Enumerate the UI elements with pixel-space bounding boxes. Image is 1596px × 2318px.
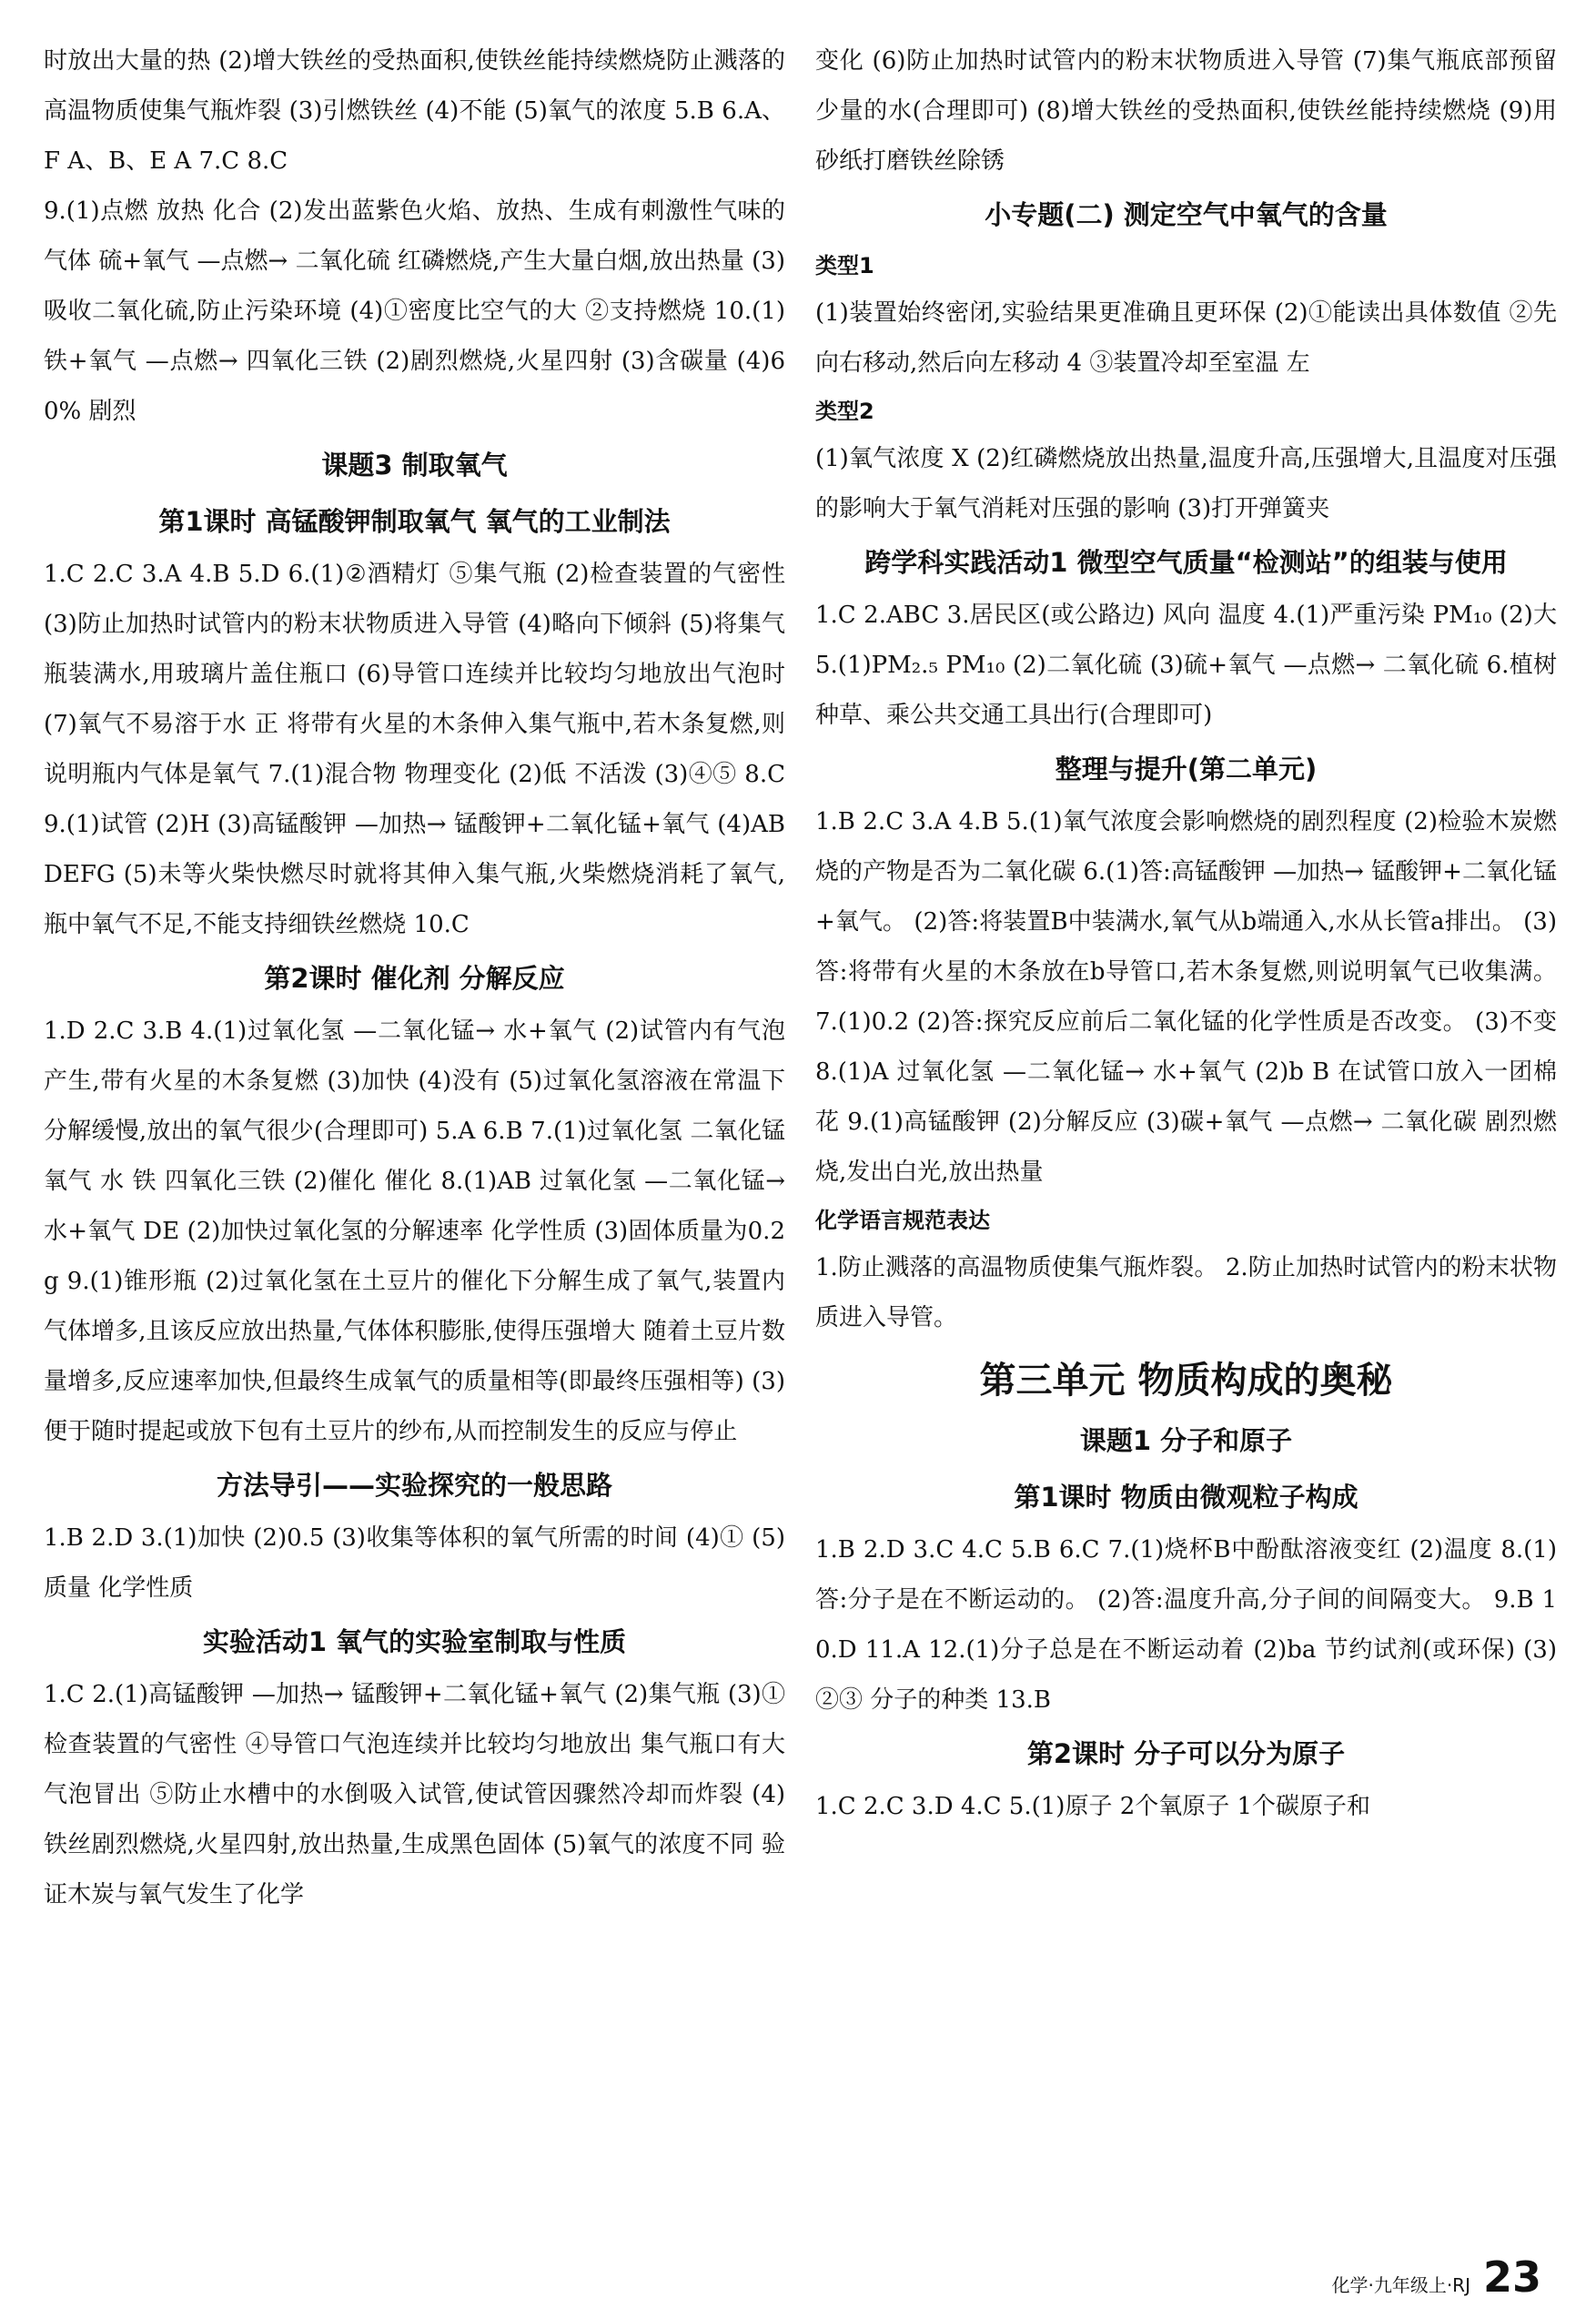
footer-tag: 化学·九年级上·RJ: [1331, 2274, 1470, 2296]
answer-paragraph: 1.C 2.ABC 3.居民区(或公路边) 风向 温度 4.(1)严重污染 PM₁₀ (2)大 5.(1)PM₂.₅ PM₁₀ (2)二氧化硫 (3)硫+氧气 —点燃→ 二氧化硫 6.植树种草、乘公共交通工具出行(合理即可): [815, 602, 1557, 729]
section-heading: 小专题(二) 测定空气中氧气的含量: [985, 199, 1388, 230]
section-heading: 课题1 分子和原子: [1079, 1425, 1293, 1456]
answer-paragraph: 1.C 2.C 3.D 4.C 5.(1)原子 2个氧原子 1个碳原子和: [815, 1793, 1371, 1820]
answer-paragraph: 1.C 2.C 3.A 4.B 5.D 6.(1)②酒精灯 ⑤集气瓶 (2)检查装置的气密性 (3)防止加热时试管内的粉末状物质进入导管 (4)略向下倾斜 (5)将集气瓶装满水,用玻璃片盖住瓶口 (6)导管口连续并比较均匀地放出气泡时 (7)氧气不易溶于水 正 将带有火星的木条伸入集气瓶中,若木条复燃,则说明瓶内气体是氧气 7.(1)混合物 物理变化 (2)低 不活泼 (3)④⑤ 8.C 9.(1)试管 (2)H (3)高锰酸钾 —加热→ 锰酸钾+二氧化锰+氧气 (4)ABDEFG (5)未等火柴快燃尽时就将其伸入集气瓶,火柴燃烧消耗了氧气,瓶中氧气不足,不能支持细铁丝燃烧 10.C: [44, 561, 785, 938]
answer-paragraph: 1.D 2.C 3.B 4.(1)过氧化氢 —二氧化锰→ 水+氧气 (2)试管内有气泡产生,带有火星的木条复燃 (3)加快 (4)没有 (5)过氧化氢溶液在常温下分解缓慢,放出的氧气很少(合理即可) 5.A 6.B 7.(1)过氧化氢 二氧化锰 氧气 水 铁 四氧化三铁 (2)催化 催化 8.(1)AB 过氧化氢 —二氧化锰→ 水+氧气 DE (2)加快过氧化氢的分解速率 化学性质 (3)固体质量为0.2 g 9.(1)锥形瓶 (2)过氧化氢在土豆片的催化下分解生成了氧气,装置内气体增多,且该反应放出热量,气体体积膨胀,使得压强增大 随着土豆片数量增多,反应速率加快,但最终生成氧气的质量相等(即最终压强相等) (3)便于随时提起或放下包有土豆片的纱布,从而控制发生的反应与停止: [44, 1017, 785, 1445]
answer-paragraph: 变化 (6)防止加热时试管内的粉末状物质进入导管 (7)集气瓶底部预留少量的水(合理即可) (8)增大铁丝的受热面积,使铁丝能持续燃烧 (9)用砂纸打磨铁丝除锈: [815, 47, 1557, 175]
section-heading: 第2课时 分子可以分为原子: [1026, 1738, 1346, 1769]
answer-paragraph: 9.(1)点燃 放热 化合 (2)发出蓝紫色火焰、放热、生成有刺激性气味的气体 硫+氧气 —点燃→ 二氧化硫 红磷燃烧,产生大量白烟,放出热量 (3)吸收二氧化硫,防止污染环境 (4)①密度比空气的大 ②支持燃烧 10.(1)铁+氧气 —点燃→ 四氧化三铁 (2)剧烈燃烧,火星四射 (3)含碳量 (4)60% 剧烈: [44, 197, 785, 425]
section-heading: 课题3 制取氧气: [321, 450, 508, 481]
section-heading: 跨学科实践活动1 微型空气质量“检测站”的组装与使用: [864, 547, 1508, 578]
subheading: 类型2: [815, 399, 874, 424]
subheading: 化学语言规范表达: [815, 1208, 990, 1233]
right-column: [815, 36, 1557, 1832]
answer-paragraph: (1)装置始终密闭,实验结果更准确且更环保 (2)①能读出具体数值 ②先向右移动,然后向左移动 4 ③装置冷却至室温 左: [815, 299, 1557, 377]
answer-paragraph: 1.C 2.(1)高锰酸钾 —加热→ 锰酸钾+二氧化锰+氧气 (2)集气瓶 (3)①检查装置的气密性 ④导管口气泡连续并比较均匀地放出 集气瓶口有大气泡冒出 ⑤防止水槽中的水倒吸入试管,使试管因骤然冷却而炸裂 (4)铁丝剧烈燃烧,火星四射,放出热量,生成黑色固体 (5)氧气的浓度不同 验证木炭与氧气发生了化学: [44, 1681, 785, 1908]
subheading: 类型1: [815, 253, 874, 278]
section-heading: 第1课时 高锰酸钾制取氧气 氧气的工业制法: [158, 506, 671, 537]
section-heading: 第1课时 物质由微观粒子构成: [1014, 1482, 1359, 1513]
section-heading: 第2课时 催化剂 分解反应: [264, 963, 565, 994]
answer-paragraph: (1)氧气浓度 X (2)红磷燃烧放出热量,温度升高,压强增大,且温度对压强的影响大于氧气消耗对压强的影响 (3)打开弹簧夹: [815, 445, 1557, 522]
page-number: 23: [1482, 2252, 1541, 2302]
left-column: [44, 36, 785, 1920]
page-footer: [1331, 2252, 1541, 2302]
answer-paragraph: 时放出大量的热 (2)增大铁丝的受热面积,使铁丝能持续燃烧防止溅落的高温物质使集气瓶炸裂 (3)引燃铁丝 (4)不能 (5)氧气的浓度 5.B 6.A、F A、B、E A 7.C 8.C: [44, 47, 785, 175]
section-heading: 方法导引——实验探究的一般思路: [216, 1470, 612, 1501]
answer-paragraph: 1.B 2.C 3.A 4.B 5.(1)氧气浓度会影响燃烧的剧烈程度 (2)检验木炭燃烧的产物是否为二氧化碳 6.(1)答:高锰酸钾 —加热→ 锰酸钾+二氧化锰+氧气。 (2)答:将装置B中装满水,氧气从b端通入,水从长管a排出。 (3)答:将带有火星的木条放在b导管口,若木条复燃,则说明氧气已收集满。 7.(1)0.2 (2)答:探究反应前后二氧化锰的化学性质是否改变。 (3)不变 8.(1)A 过氧化氢 —二氧化锰→ 水+氧气 (2)b B 在试管口放入一团棉花 9.(1)高锰酸钾 (2)分解反应 (3)碳+氧气 —点燃→ 二氧化碳 剧烈燃烧,发出白光,放出热量: [815, 808, 1557, 1186]
answer-paragraph: 1.防止溅落的高温物质使集气瓶炸裂。 2.防止加热时试管内的粉末状物质进入导管。: [815, 1254, 1557, 1331]
unit-heading: 第三单元 物质构成的奥秘: [979, 1360, 1393, 1402]
answer-paragraph: 1.B 2.D 3.(1)加快 (2)0.5 (3)收集等体积的氧气所需的时间 (4)① (5)质量 化学性质: [44, 1524, 785, 1602]
section-heading: 整理与提升(第二单元): [1055, 754, 1318, 784]
answer-paragraph: 1.B 2.D 3.C 4.C 5.B 6.C 7.(1)烧杯B中酚酞溶液变红 (2)温度 8.(1)答:分子是在不断运动的。 (2)答:温度升高,分子间的间隔变大。 9.B 10.D 11.A 12.(1)分子总是在不断运动着 (2)ba 节约试剂(或环保) (3)②③ 分子的种类 13.B: [815, 1536, 1557, 1714]
section-heading: 实验活动1 氧气的实验室制取与性质: [202, 1626, 627, 1657]
